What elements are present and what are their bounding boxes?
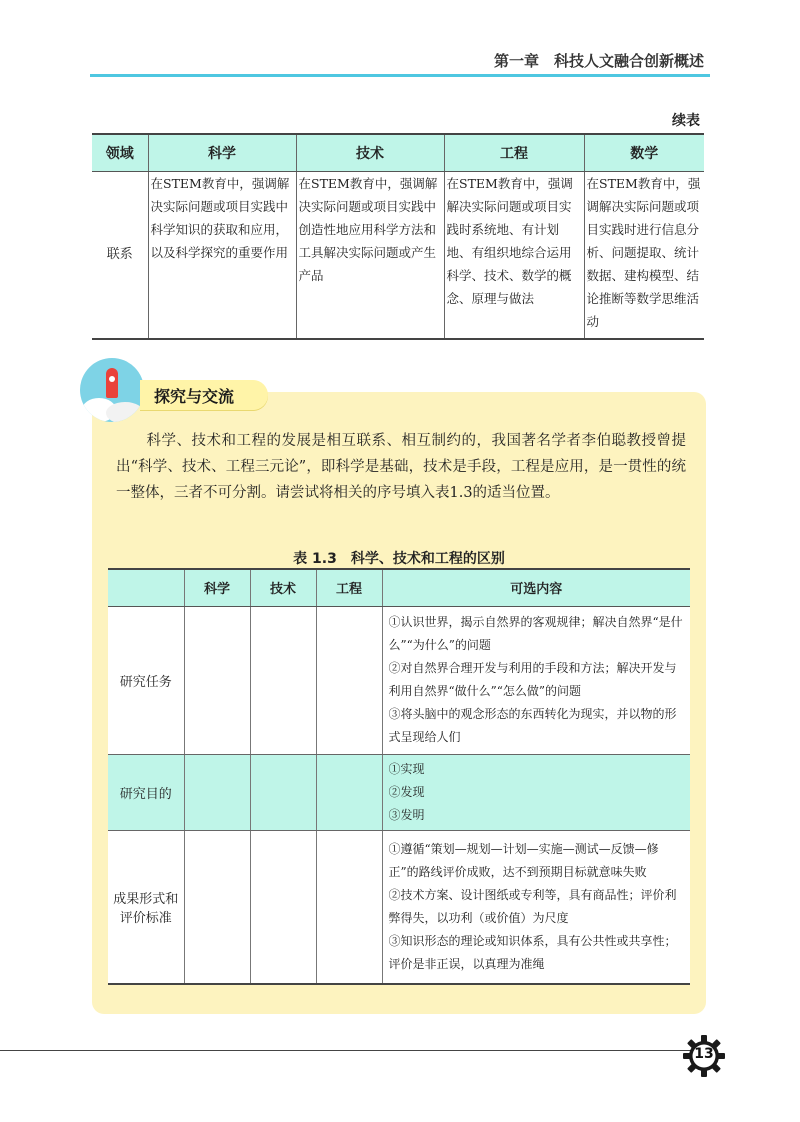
explore-paragraph bbox=[116, 428, 686, 506]
column-header-technology: 技术 bbox=[296, 134, 444, 171]
options-cell bbox=[382, 754, 690, 830]
cell-math: 在STEM教育中，强调解决实际问题或项目实践时进行信息分析、问题提取、统计数据、建构模型、结论推断等数学思维活动 bbox=[584, 171, 704, 339]
cell-science: 在STEM教育中，强调解决实际问题或项目实践中科学知识的获取和应用，以及科学探究的重要作用 bbox=[148, 171, 296, 339]
answer-cell-technology[interactable] bbox=[250, 754, 316, 830]
answer-cell-science[interactable] bbox=[184, 754, 250, 830]
stem-relations-table bbox=[92, 133, 704, 340]
cell-engineering: 在STEM教育中，强调解决实际问题或项目实践时系统地、有计划地、有组织地综合运用科学、技术、数学的概念、原理与做法 bbox=[444, 171, 584, 339]
column-header-science: 科学 bbox=[184, 569, 250, 606]
options-cell bbox=[382, 606, 690, 754]
column-header-engineering: 工程 bbox=[444, 134, 584, 171]
option-item: ③知识形态的理论或知识体系，具有公共性或共享性；评价是非正误，以真理为准绳 bbox=[388, 933, 677, 971]
table-row bbox=[108, 606, 690, 754]
column-header-options: 可选内容 bbox=[382, 569, 690, 606]
chapter-title: 第一章 科技人文融合创新概述 bbox=[493, 52, 704, 70]
answer-cell-technology[interactable] bbox=[250, 830, 316, 984]
row-label-research-task: 研究任务 bbox=[108, 606, 184, 754]
rocket-icon bbox=[80, 358, 144, 422]
cell-technology: 在STEM教育中，强调解决实际问题或项目实践中创造性地应用科学方法和工具解决实际问题或产生产品 bbox=[296, 171, 444, 339]
option-item: ③将头脑中的观念形态的东西转化为现实，并以物的形式呈现给人们 bbox=[388, 707, 677, 744]
table-row bbox=[108, 754, 690, 830]
options-cell bbox=[382, 830, 690, 984]
answer-cell-technology[interactable] bbox=[250, 606, 316, 754]
continued-label: 续表 bbox=[672, 113, 700, 129]
explore-banner-title: 探究与交流 bbox=[154, 387, 235, 406]
table-row bbox=[108, 830, 690, 984]
column-header-engineering: 工程 bbox=[316, 569, 382, 606]
column-header-science: 科学 bbox=[148, 134, 296, 171]
answer-cell-engineering[interactable] bbox=[316, 754, 382, 830]
footer-rule bbox=[0, 1050, 708, 1051]
answer-cell-engineering[interactable] bbox=[316, 830, 382, 984]
option-item: ②技术方案、设计图纸或专利等，具有商品性；评价利弊得失，以功利（或价值）为尺度 bbox=[388, 887, 677, 925]
column-header-domain: 领域 bbox=[92, 134, 148, 171]
option-item: ②对自然界合理开发与利用的手段和方法；解决开发与利用自然界“做什么”“怎么做”的问题 bbox=[388, 661, 677, 698]
option-item: ②发现 bbox=[388, 784, 425, 799]
row-label-research-purpose: 研究目的 bbox=[108, 754, 184, 830]
explore-banner bbox=[140, 380, 268, 410]
column-header-technology: 技术 bbox=[250, 569, 316, 606]
table-row bbox=[92, 171, 704, 339]
answer-cell-science[interactable] bbox=[184, 606, 250, 754]
table-caption: 表 1.3 科学、技术和工程的区别 bbox=[293, 551, 505, 567]
page-number: 13 bbox=[694, 1046, 714, 1062]
answer-cell-engineering[interactable] bbox=[316, 606, 382, 754]
table-header-row bbox=[108, 569, 690, 606]
row-label: 联系 bbox=[92, 171, 148, 339]
column-header-blank bbox=[108, 569, 184, 606]
column-header-math: 数学 bbox=[584, 134, 704, 171]
answer-cell-science[interactable] bbox=[184, 830, 250, 984]
row-label-results-evaluation: 成果形式和评价标准 bbox=[108, 830, 184, 984]
option-item: ①遵循“策划—规划—计划—实施—测试—反馈—修正”的路线评价成败，达不到预期目标就意味失败 bbox=[388, 841, 659, 879]
explore-paragraph-text: 科学、技术和工程的发展是相互联系、相互制约的，我国著名学者李伯聪教授曾提出“科学、技术、工程三元论”，即科学是基础，技术是手段，工程是应用，是一贯性的统一整体，三者不可分割。请尝试将相关的序号填入表1.3的适当位置。 bbox=[116, 433, 686, 501]
option-item: ①认识世界，揭示自然界的客观规律；解决自然界“是什么”“为什么”的问题 bbox=[388, 615, 683, 652]
header-rule bbox=[90, 74, 710, 77]
option-item: ③发明 bbox=[388, 807, 425, 822]
table-header-row bbox=[92, 134, 704, 171]
option-item: ①实现 bbox=[388, 761, 425, 776]
science-tech-engineering-table bbox=[108, 568, 690, 985]
